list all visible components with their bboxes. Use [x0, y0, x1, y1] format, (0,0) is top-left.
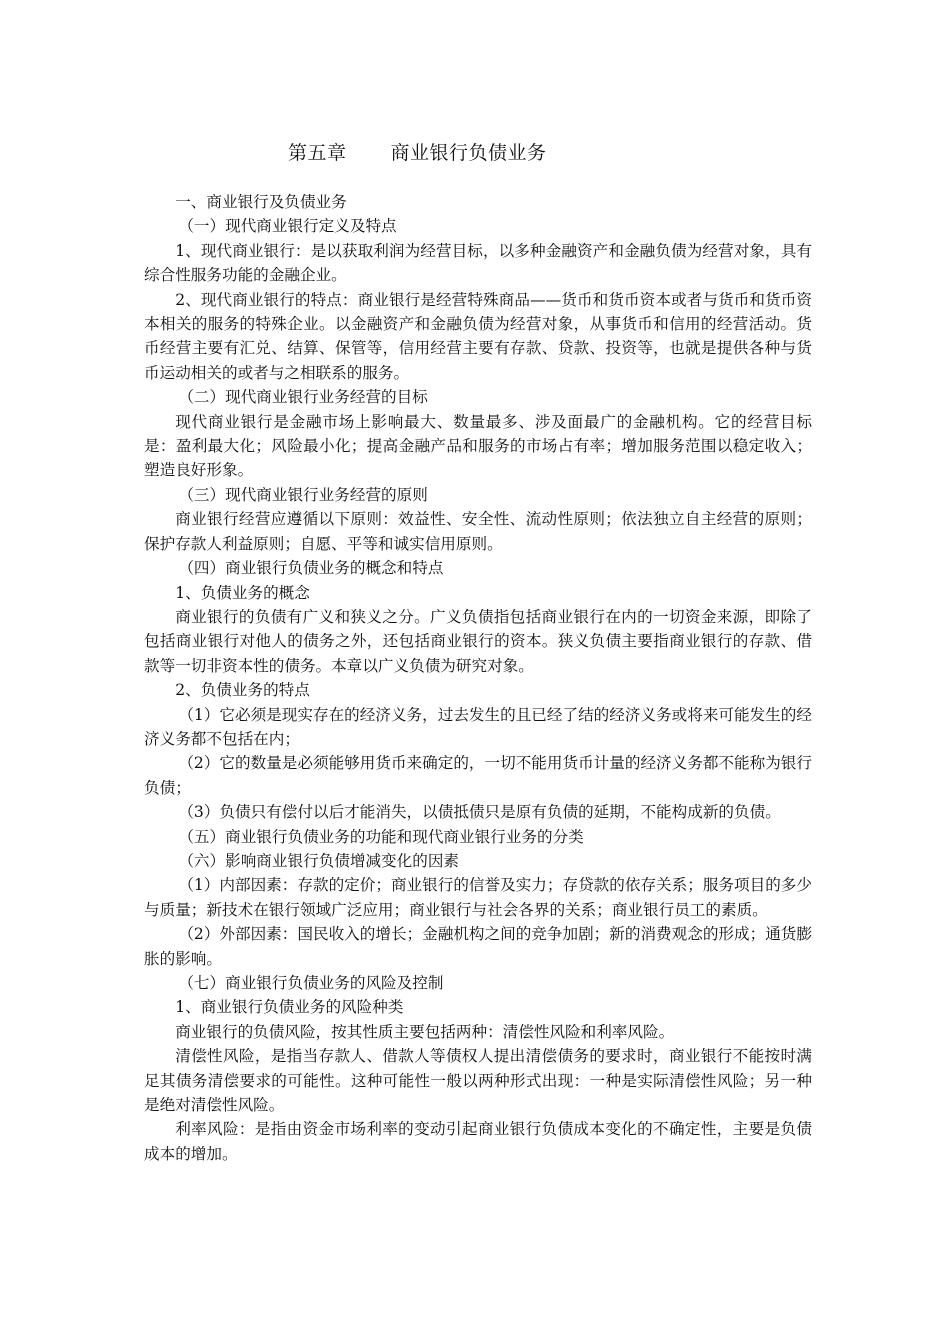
paragraph: 2、现代商业银行的特点：商业银行是经营特殊商品——货币和货币资本或者与货币和货币资本相关的服务的特殊企业。以金融资产和金融负债为经营对象，从事货币和信用的经营活动。货币经营主要有汇兑、结算、保管等，信用经营主要有存款、贷款、投资等，也就是提供各种与货币运动相关的或者与之相联系的服务。	[144, 290, 812, 382]
paragraph: 现代商业银行是金融市场上影响最大、数量最多、涉及面最广的金融机构。它的经营目标是：盈利最大化；风险最小化；提高金融产品和服务的市场占有率；增加服务范围以稳定收入；塑造良好形象。	[144, 412, 812, 480]
paragraph: （六）影响商业银行负债增减变化的因素	[178, 851, 460, 870]
chapter-title	[288, 140, 547, 166]
paragraph: （四）商业银行负债业务的概念和特点	[178, 559, 444, 578]
paragraph: （2）外部因素：国民收入的增长；金融机构之间的竞争加剧；新的消费观念的形成；通货膨胀的影响。	[144, 925, 812, 968]
document-body	[144, 190, 812, 1166]
paragraph: 1、现代商业银行：是以获取利润为经营目标，以多种金融资产和金融负债为经营对象，具有综合性服务功能的金融企业。	[144, 241, 812, 285]
paragraph: （三）现代商业银行业务经营的原则	[178, 485, 428, 504]
paragraph: （一）现代商业银行定义及特点	[178, 217, 397, 236]
paragraph: 利率风险：是指由资金市场利率的变动引起商业银行负债成本变化的不确定性，主要是负债成本的增加。	[144, 1120, 812, 1163]
paragraph: 1、负债业务的概念	[175, 583, 310, 602]
paragraph: （3）负债只有偿付以后才能消失，以债抵债只是原有负债的延期，不能构成新的负债。	[178, 803, 781, 822]
paragraph: （1）它必须是现实存在的经济义务，过去发生的且已经了结的经济义务或将来可能发生的经济义务都不包括在内；	[144, 705, 812, 748]
paragraph: 清偿性风险，是指当存款人、借款人等债权人提出清偿债务的要求时，商业银行不能按时满足其债务清偿要求的可能性。这种可能性一般以两种形式出现：一种是实际清偿性风险；另一种是绝对清偿性风险。	[144, 1047, 812, 1115]
chapter-name: 商业银行负债业务	[390, 142, 547, 164]
paragraph: （五）商业银行负债业务的功能和现代商业银行业务的分类	[178, 827, 584, 846]
paragraph: 1、商业银行负债业务的风险种类	[175, 998, 404, 1017]
paragraph: 商业银行经营应遵循以下原则：效益性、安全性、流动性原则；依法独立自主经营的原则；保护存款人利益原则；自愿、平等和诚实信用原则。	[144, 510, 812, 553]
paragraph: 商业银行的负债风险，按其性质主要包括两种：清偿性风险和利率风险。	[175, 1022, 675, 1041]
paragraph: （七）商业银行负债业务的风险及控制	[178, 974, 444, 992]
paragraph: 一、商业银行及负债业务	[175, 193, 347, 211]
chapter-number: 第五章	[288, 142, 347, 164]
paragraph: （二）现代商业银行业务经营的目标	[178, 388, 428, 407]
paragraph: 2、负债业务的特点	[175, 681, 310, 700]
paragraph: 商业银行的负债有广义和狭义之分。广义负债指包括商业银行在内的一切资金来源，即除了包括商业银行对他人的债务之外，还包括商业银行的资本。狭义负债主要指商业银行的存款、借款等一切非资本性的债务。本章以广义负债为研究对象。	[144, 607, 812, 675]
paragraph: （1）内部因素：存款的定价；商业银行的信誉及实力；存贷款的依存关系；服务项目的多少与质量；新技术在银行领域广泛应用；商业银行与社会各界的关系；商业银行员工的素质。	[144, 876, 812, 919]
paragraph: （2）它的数量是必须能够用货币来确定的，一切不能用货币计量的经济义务都不能称为银行负债；	[144, 754, 812, 797]
